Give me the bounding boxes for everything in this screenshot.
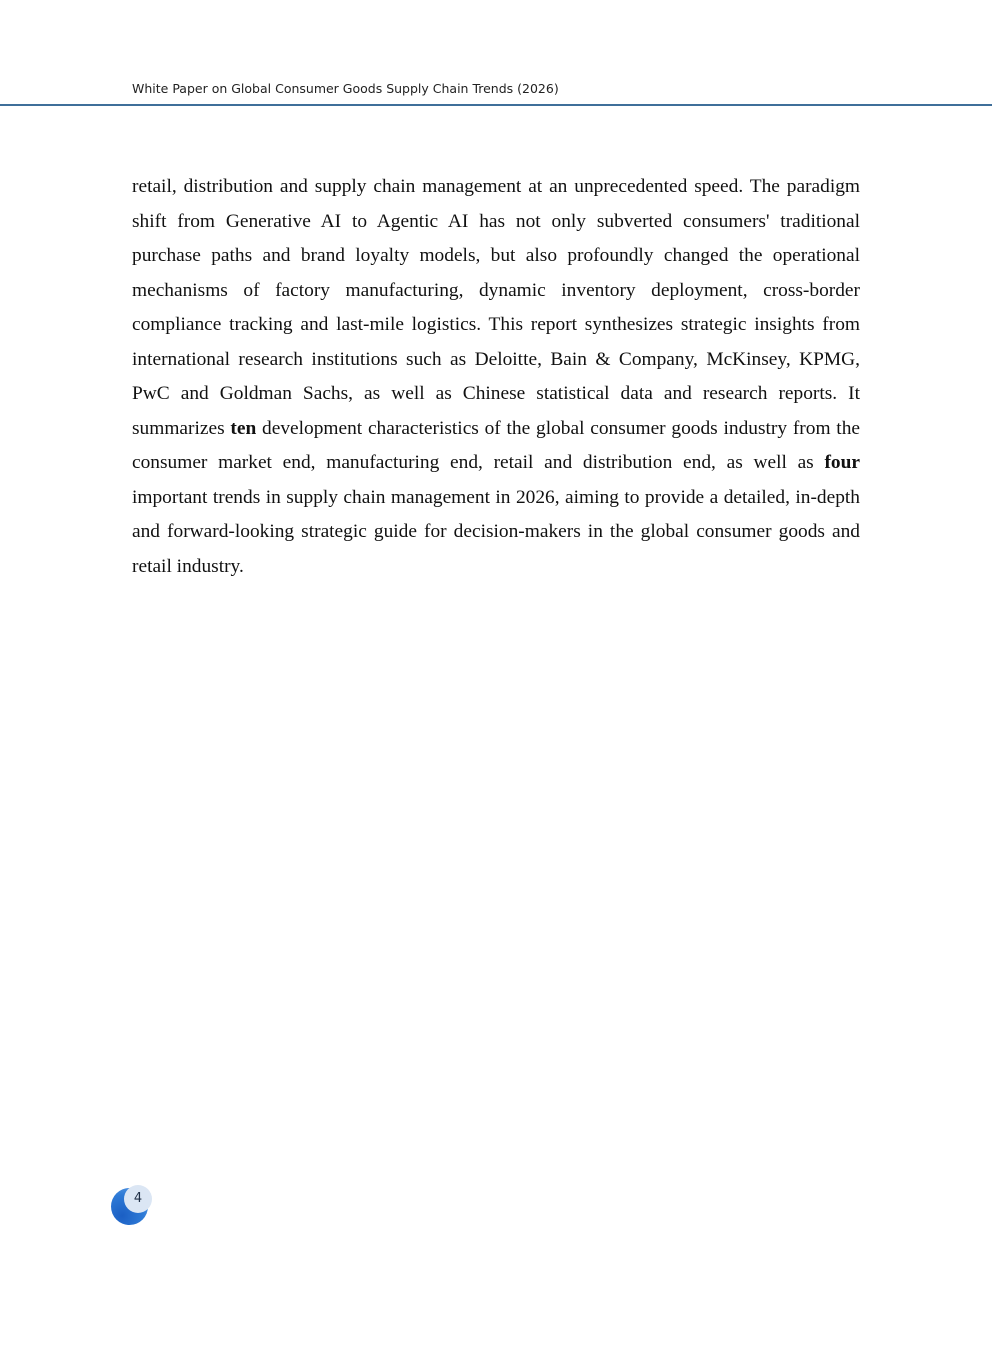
emphasis-ten: ten [230, 417, 257, 439]
body-text-segment: retail, distribution and supply chain management at an unprecedented speed. The paradigm shift from Generative AI to Agentic AI has not only subverted consumers' traditional purchase paths and brand loyalty models, but also profoundly changed the operational mechanisms of factory manufacturing, dynamic inventory deployment, cross-border compliance tracking and last-mile logistics. This report synthesizes strategic insights from international research institutions such as Deloitte, Bain & Company, McKinsey, KPMG, PwC and Goldman Sachs, as well as Chinese statistical data and research reports. It summarizes [132, 176, 860, 439]
body-text-segment: important trends in supply chain management in 2026, aiming to provide a detailed, in-depth and forward-looking strategic guide for decision-makers in the global consumer goods and retail industry. [132, 486, 860, 577]
running-header-title: White Paper on Global Consumer Goods Supply Chain Trends (2026) [132, 81, 559, 96]
body-text-segment: development characteristics of the global consumer goods industry from the consumer market end, manufacturing end, retail and distribution end, as well as [132, 417, 860, 473]
header-divider [0, 104, 992, 106]
emphasis-four: four [824, 452, 860, 473]
page-number-badge [111, 1187, 157, 1227]
page-number: 4 [133, 1191, 143, 1206]
body-paragraph [132, 170, 860, 584]
